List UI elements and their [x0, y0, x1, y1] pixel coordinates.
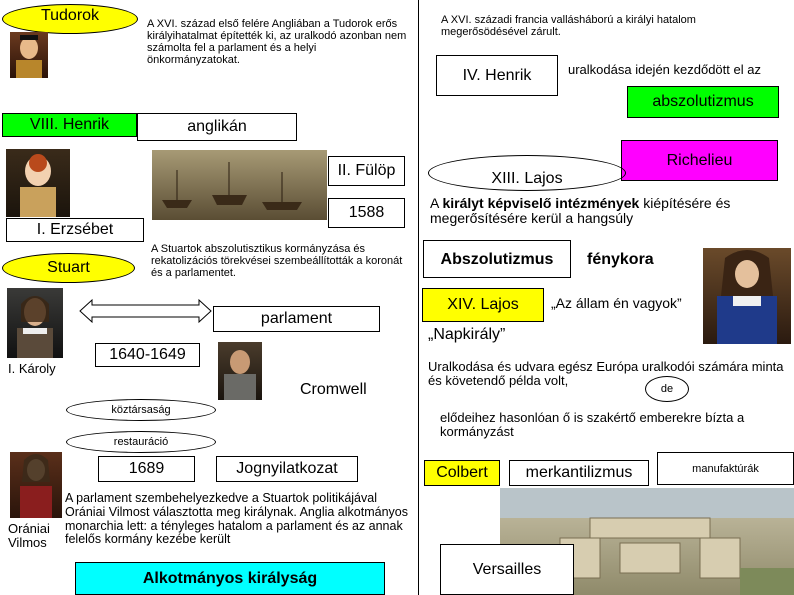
anglikan-label: anglikán	[187, 118, 247, 135]
koztarsasag-label: köztársaság	[111, 404, 171, 416]
double-arrow-icon	[78, 298, 213, 324]
abszolutizmus2-box	[423, 240, 571, 278]
viii-henrik-label: VIII. Henrik	[29, 116, 110, 133]
udvar-text: Uralkodása és udvara egész Európa uralkodói számára minta és követendő példa volt,	[428, 359, 784, 389]
ii-fulop-label: II. Fülöp	[337, 162, 396, 179]
iv-henrik-label: IV. Henrik	[462, 66, 532, 84]
abszolutizmus-box	[627, 86, 779, 118]
ii-fulop-box	[328, 156, 405, 186]
armada-image	[152, 150, 327, 220]
napkiraly-label: „Napkirály”	[428, 326, 506, 343]
oraniai-label: Orániai Vilmos	[8, 521, 50, 551]
iv-henrik-box	[436, 55, 558, 96]
stuart-text: A Stuartok abszolutisztikus kormányzása és rekatolizációs törekvései szembeállították a koronát és a parlamentet.	[151, 243, 403, 280]
tudorok-ellipse	[2, 4, 138, 34]
cromwell-label: Cromwell	[300, 381, 367, 398]
jognyilatkozat-box	[216, 456, 358, 482]
xiii-lajos-label: XIII. Lajos	[491, 170, 563, 187]
elodeihez-text: elődeihez hasonlóan ő is szakértő emberekre bízta a kormányzást	[440, 410, 745, 440]
portrait-karoly-image	[7, 288, 63, 358]
colbert-box	[424, 460, 500, 486]
vilmos-portrait	[10, 452, 62, 518]
parlament-label: parlament	[260, 310, 333, 327]
year-1689-box	[98, 456, 195, 482]
abszolutizmus2-label: Abszolutizmus	[440, 251, 554, 268]
restauracio-label: restauráció	[113, 436, 169, 448]
merkantilizmus-box	[509, 460, 649, 486]
koztarsasag-ellipse	[66, 399, 216, 421]
xiv-lajos-portrait	[703, 248, 791, 344]
abszolutizmus-label: abszolutizmus	[652, 93, 754, 110]
portrait-cromwell-image	[218, 342, 262, 400]
manufakturak-label: manufaktúrák	[692, 462, 759, 475]
alkotmanyos-label: Alkotmányos királyság	[142, 569, 318, 587]
jognyilatkozat-label: Jognyilatkozat	[236, 460, 338, 477]
portrait-henrik-image	[10, 32, 48, 78]
tudor-text: A XVI. század első felére Angliában a Tudorok erős királyihatalmat építették ki, az uralkodó azonban nem számolta fel a parlament és a helyi önkormányzatokat.	[147, 18, 407, 67]
kiraly-text-part1: A	[430, 195, 443, 211]
richelieu-label: Richelieu	[666, 151, 733, 169]
parlament-text: A parlament szembehelyezkedve a Stuartok politikájával Orániai Vilmost választotta meg királynak. Anglia alkotmányos monarchia lett: a tényleges hatalom a parlament és az annak felelős kormány kezébe került	[65, 491, 408, 547]
i-karoly-label: I. Károly	[8, 361, 56, 376]
kiraly-text-bold: királyt képviselő intézmények	[442, 195, 640, 211]
parlament-box	[213, 306, 380, 332]
year-1689-label: 1689	[128, 460, 165, 477]
french-text: A XVI. századi francia vallásháború a királyi hatalom megerősödésével zárult.	[441, 14, 696, 39]
manufakturak-box	[657, 452, 794, 485]
armada-ships-image	[152, 150, 327, 220]
anglikan-box	[137, 113, 297, 141]
kiraly-text-part2: kiépítésére és megerősítésére kerül a hangsúly	[430, 195, 731, 227]
uralkodasa-label: uralkodása idején kezdődött el az	[568, 62, 761, 77]
xiii-lajos-ellipse	[428, 155, 626, 191]
years-1640-box	[95, 343, 200, 367]
kiraly-text	[430, 196, 790, 227]
column-divider	[418, 0, 419, 595]
portrait-erzsebet-image	[6, 149, 70, 217]
stuart-ellipse	[2, 253, 135, 283]
year-1588-label: 1588	[348, 204, 385, 221]
year-1588-box	[328, 198, 405, 228]
i-erzsebet-box	[6, 218, 144, 242]
versailles-label: Versailles	[472, 560, 542, 578]
restauracio-ellipse	[66, 431, 216, 453]
years-1640-label: 1640-1649	[109, 346, 186, 363]
portrait-vilmos-image	[10, 452, 62, 518]
henrik-portrait	[10, 32, 48, 78]
colbert-label: Colbert	[436, 464, 488, 481]
allam-quote: „Az állam én vagyok”	[551, 295, 682, 311]
xiv-lajos-box	[422, 288, 544, 322]
fenykora-label: fénykora	[587, 251, 654, 268]
stuart-label: Stuart	[47, 259, 90, 276]
karoly-portrait	[7, 288, 63, 358]
merkantilizmus-label: merkantilizmus	[525, 464, 633, 481]
tudorok-label: Tudorok	[40, 7, 100, 24]
portrait-xiv-lajos-image	[703, 248, 791, 344]
versailles-box	[440, 544, 574, 595]
richelieu-box	[621, 140, 778, 181]
cromwell-portrait	[218, 342, 262, 400]
erzsebet-portrait	[6, 149, 70, 217]
i-erzsebet-label: I. Erzsébet	[36, 221, 114, 238]
alkotmanyos-box	[75, 562, 385, 595]
xiv-lajos-label: XIV. Lajos	[447, 296, 519, 313]
de-label: de	[660, 383, 674, 395]
viii-henrik-box	[2, 113, 137, 137]
de-ellipse	[645, 376, 689, 402]
